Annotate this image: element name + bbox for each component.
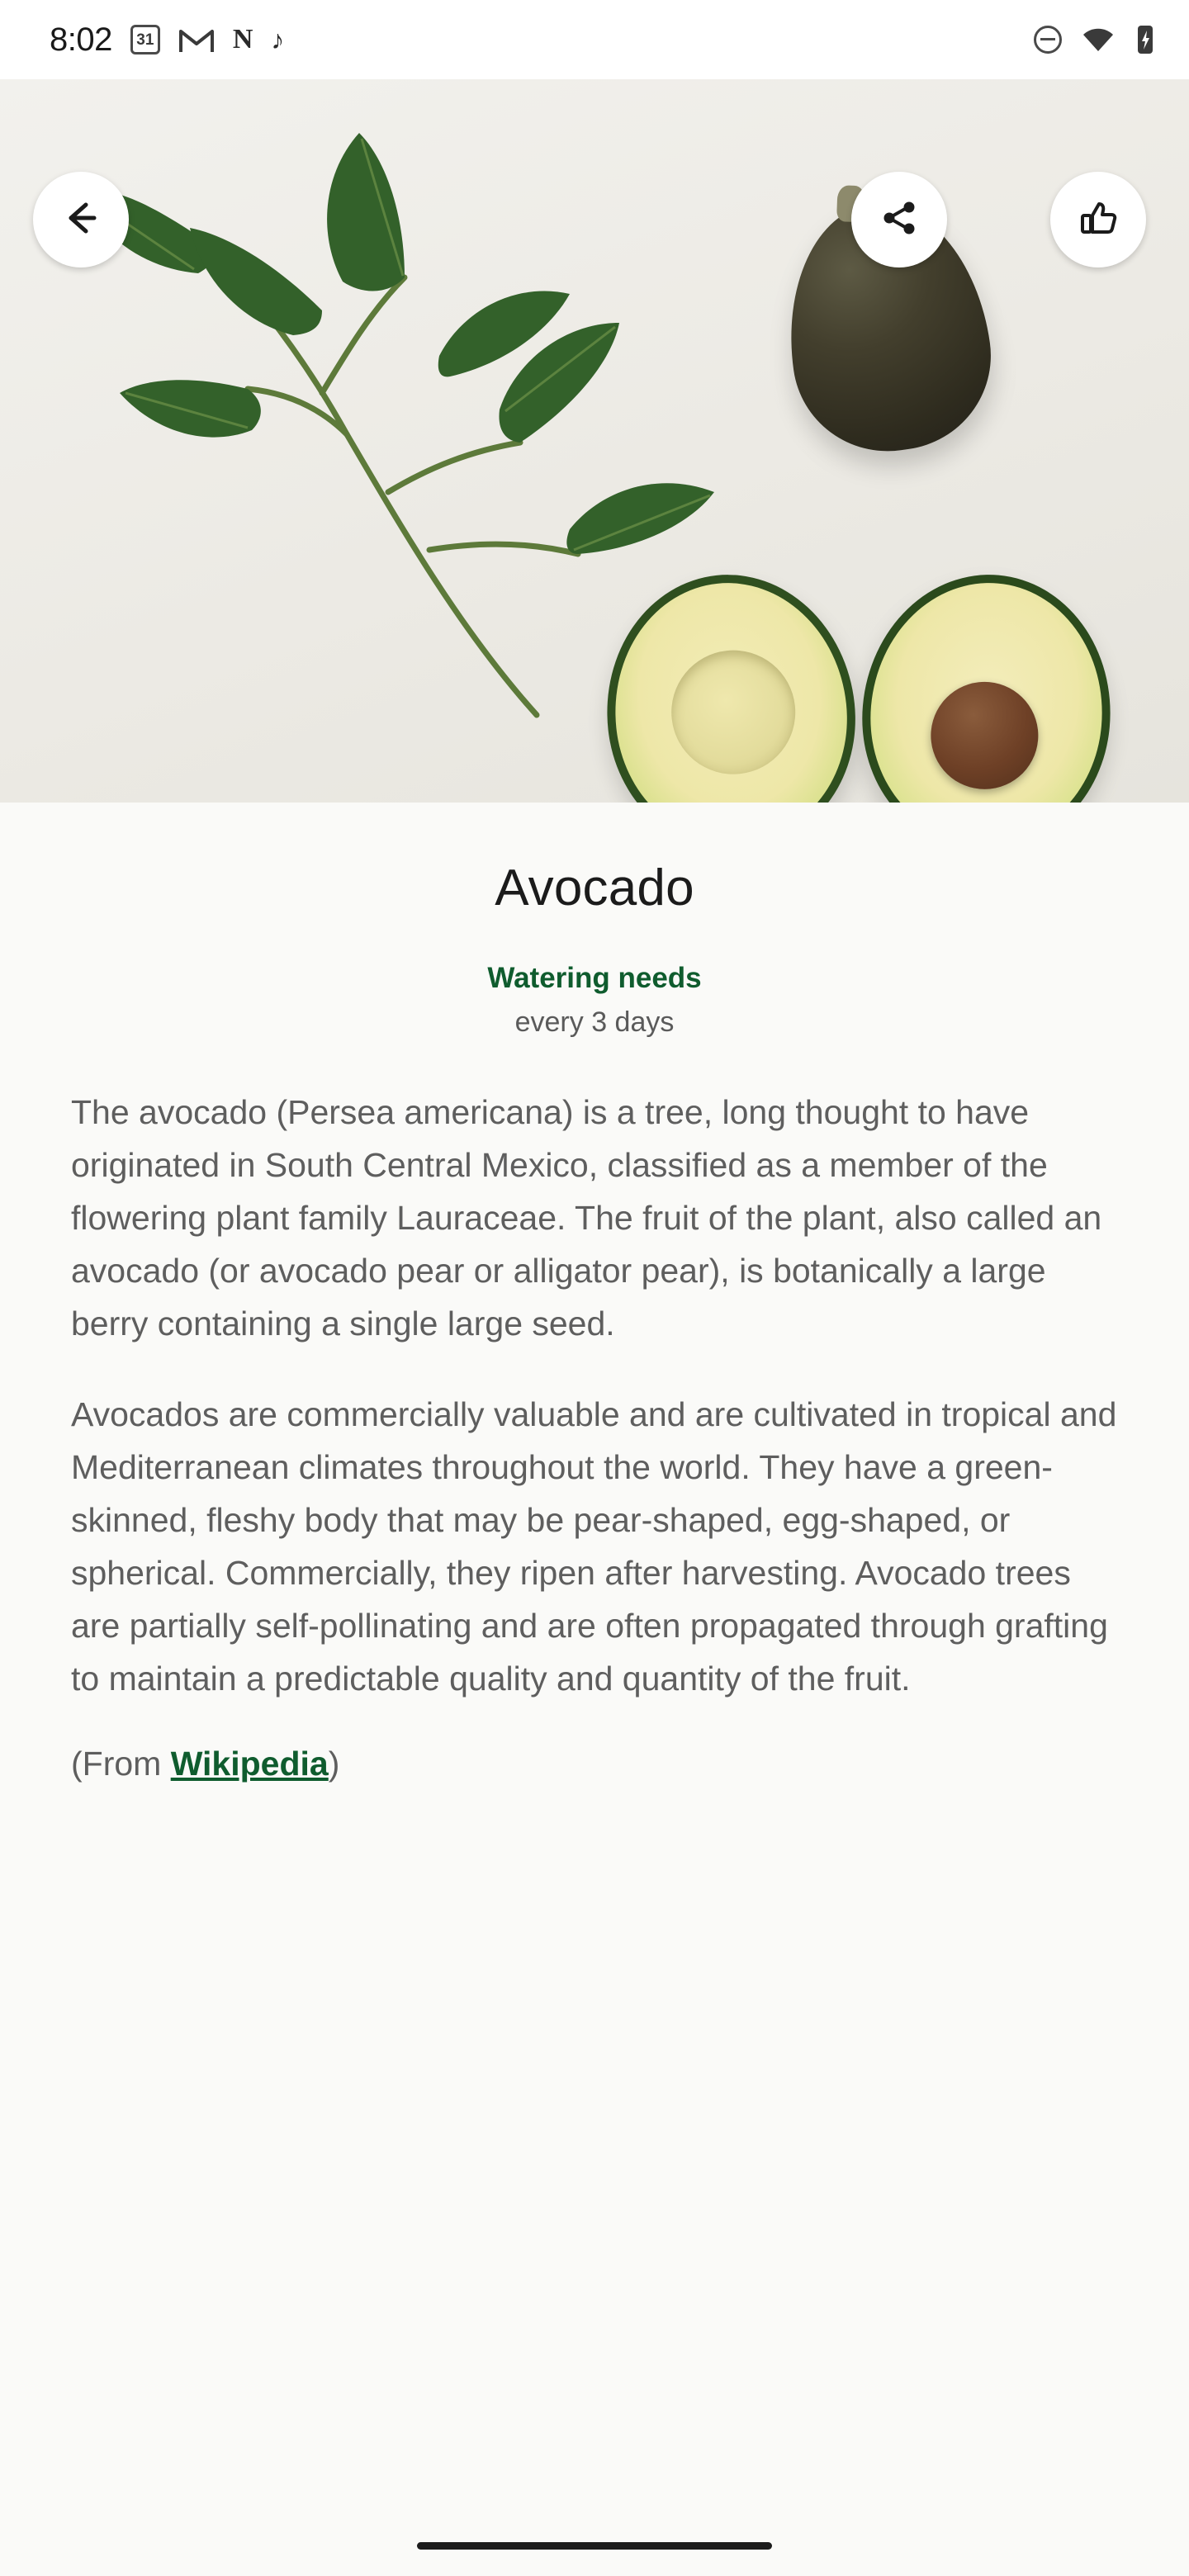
status-bar (0, 0, 1189, 79)
plant-details (0, 803, 1189, 1783)
watering-needs-label: Watering needs (487, 962, 702, 994)
calendar-icon: 31 (130, 25, 160, 54)
description-paragraph-1: The avocado (Persea americana) is a tree, long thought to have originated in South Central Mexico, classified as a member of the flowering plant family Lauraceae. The fruit of the plant, also called an avocado (or avocado pear or alligator pear), is botanically a large berry containing a single large seed. (71, 1093, 1102, 1342)
plant-description (71, 1087, 1123, 1705)
source-prefix: (From (71, 1745, 171, 1783)
music-note-icon: ♪ (271, 24, 285, 54)
plant-hero-image (0, 79, 1189, 803)
source-suffix: ) (328, 1745, 340, 1783)
system-navigation-bar (0, 2503, 1189, 2576)
source-attribution (71, 1745, 1123, 1783)
home-indicator[interactable] (417, 2542, 772, 2550)
status-bar-left (50, 21, 284, 59)
page-title: Avocado (495, 859, 694, 916)
share-icon (879, 198, 919, 242)
gmail-icon (178, 25, 215, 54)
wikipedia-link[interactable]: Wikipedia (170, 1745, 329, 1783)
battery-charging-icon (1135, 24, 1156, 55)
thumbs-up-icon (1078, 198, 1118, 242)
watering-needs-value: every 3 days (514, 1006, 675, 1038)
wifi-icon (1082, 26, 1115, 53)
do-not-disturb-icon (1034, 26, 1062, 54)
share-button[interactable] (851, 172, 947, 268)
netflix-icon: N (232, 24, 253, 54)
description-paragraph-2: Avocados are commercially valuable and are cultivated in tropical and Mediterranean climates throughout the world. They have a green-skinned, fleshy body that may be pear-shaped, egg-shaped, or spherical. Commercially, they ripen after harvesting. Avocado trees are partially self-pollinating and are often propagated through grafting to maintain a predictable quality and quantity of the fruit. (71, 1395, 1117, 1698)
status-clock: 8:02 (50, 21, 112, 58)
status-bar-right (1034, 24, 1156, 55)
avocado-photo (0, 79, 1189, 803)
like-button[interactable] (1050, 172, 1146, 268)
avocado-half-with-pit (851, 565, 1122, 803)
back-button[interactable] (33, 172, 129, 268)
arrow-left-icon (61, 198, 101, 242)
